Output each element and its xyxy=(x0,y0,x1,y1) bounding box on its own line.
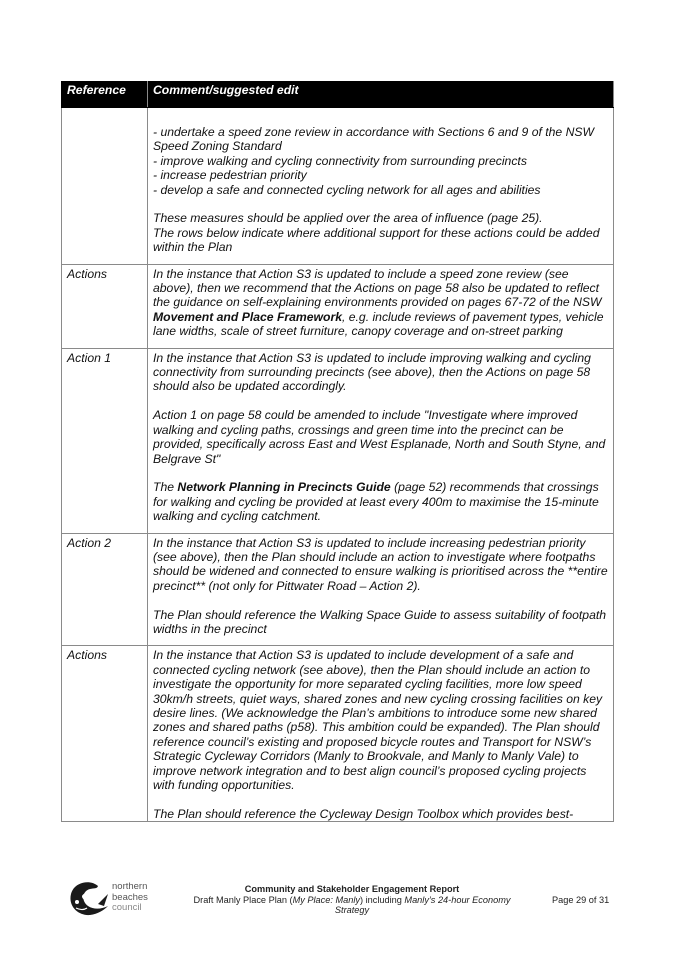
logo-line: council xyxy=(112,902,142,913)
table-row xyxy=(62,348,614,533)
comment-paragraph: The Plan should reference the Walking Space Guide to assess suitability of footpath widths in the precinct xyxy=(153,607,607,636)
bold-reference: Network Planning in Precincts Guide xyxy=(177,480,391,495)
cell-reference xyxy=(62,108,148,265)
header-comment: Comment/suggested edit xyxy=(148,82,614,108)
logo-line: beaches xyxy=(112,891,148,903)
report-subtitle xyxy=(182,895,522,916)
cell-reference: Action 1 xyxy=(62,348,148,533)
cell-comment xyxy=(148,108,614,265)
text-run: ) including xyxy=(359,894,405,905)
cell-reference: Action 2 xyxy=(62,533,148,646)
report-title: Community and Stakeholder Engagement Report xyxy=(244,884,460,894)
logo-line: northern xyxy=(112,881,148,892)
text-run: The xyxy=(153,480,178,495)
comment-paragraph: In the instance that Action S3 is updated to include development of a safe and connected cycling network (see above), then the Plan should include an action to investigate the opportunity for more separated cycling facilities, more low speed 30km/h streets, quiet ways, shared zones and new cycling crossing facilities on key desire lines. (We acknowledge the Plan’s ambitions to introduce some new shared zones and shared paths (p58). This ambition could be expanded). The Plan should reference council’s existing and proposed bicycle routes and Transport for NSW’s Strategic Cycleway Corridors (Manly to Brookvale, and Manly to Manly Vale) to improve network integration and to best align council’s proposed cycling projects with funding opportunities. xyxy=(153,648,603,792)
cell-comment xyxy=(148,533,614,646)
bullet-line: - undertake a speed zone review in accordance with Sections 6 and 9 of the NSW Speed Zoning Standard xyxy=(153,125,595,154)
comment-paragraph: In the instance that Action S3 is updated to include increasing pedestrian priority (see above), then the Plan should include an action to investigate where footpaths should be widened and connected to ensure walking is prioritised across the **entire precinct** (not only for Pittwater Road – Action 2). xyxy=(153,535,608,593)
table-header-row xyxy=(62,82,614,108)
page-footer xyxy=(62,880,622,920)
comment-paragraph: Action 1 on page 58 could be amended to include "Investigate where improved walking and cycling paths, crossings and green time into the precinct can be provided, specifically across East and West Esplanade, North and South Styne, and Belgrave St" xyxy=(153,408,606,466)
comment-paragraph xyxy=(153,480,608,523)
cell-comment xyxy=(148,348,614,533)
bullet-line: - improve walking and cycling connectivity from surrounding precincts xyxy=(153,153,527,168)
comment-paragraph xyxy=(153,125,608,197)
footer-report-info xyxy=(182,884,522,916)
cell-comment xyxy=(148,646,614,822)
text-run: (page 52) recommends that crossings for walking and cycling be provided at least every 400m to maximise the 15-minute walking and cycling catchment. xyxy=(153,480,599,524)
comment-paragraph: In the instance that Action S3 is updated to include improving walking and cycling connectivity from surrounding precincts (see above), then the Actions on page 58 should also be updated accordingly. xyxy=(153,350,591,394)
comment-paragraph xyxy=(153,211,608,254)
cell-reference: Actions xyxy=(62,646,148,822)
table-row xyxy=(62,264,614,348)
header-reference: Reference xyxy=(62,82,148,108)
text-run: My Place: Manly xyxy=(292,894,360,905)
council-name xyxy=(112,882,148,914)
text-run: In the instance that Action S3 is updated to include a speed zone review (see above), then we recommend that the Actions on page 58 also be updated to reflect the guidance on self-explaining environments provided on pages 67-72 of the NSW xyxy=(153,266,602,310)
table-row xyxy=(62,646,614,822)
comments-table xyxy=(61,81,614,822)
text-line: These measures should be applied over the area of influence (page 25). xyxy=(153,211,543,226)
cell-comment xyxy=(148,264,614,348)
bullet-line: - increase pedestrian priority xyxy=(153,168,307,183)
table-row xyxy=(62,533,614,646)
text-line: The rows below indicate where additional support for these actions could be added within the Plan xyxy=(153,225,600,255)
wave-logo-icon xyxy=(68,880,110,918)
bullet-line: - develop a safe and connected cycling network for all ages and abilities xyxy=(153,182,541,197)
comment-paragraph xyxy=(153,267,608,339)
page-number: Page 29 of 31 xyxy=(552,895,610,905)
text-run: Draft Manly Place Plan ( xyxy=(193,894,293,905)
cell-reference: Actions xyxy=(62,264,148,348)
bold-reference: Movement and Place Framework xyxy=(153,309,342,324)
comment-paragraph: The Plan should reference the Cycleway Design Toolbox which provides best- xyxy=(153,806,574,821)
text-run: Manly’s 24-hour Economy Strategy xyxy=(334,894,511,915)
table-row xyxy=(62,108,614,265)
text-run: , e.g. include reviews of pavement types, vehicle lane widths, scale of street furniture, canopy coverage and on-street parking xyxy=(153,309,604,339)
